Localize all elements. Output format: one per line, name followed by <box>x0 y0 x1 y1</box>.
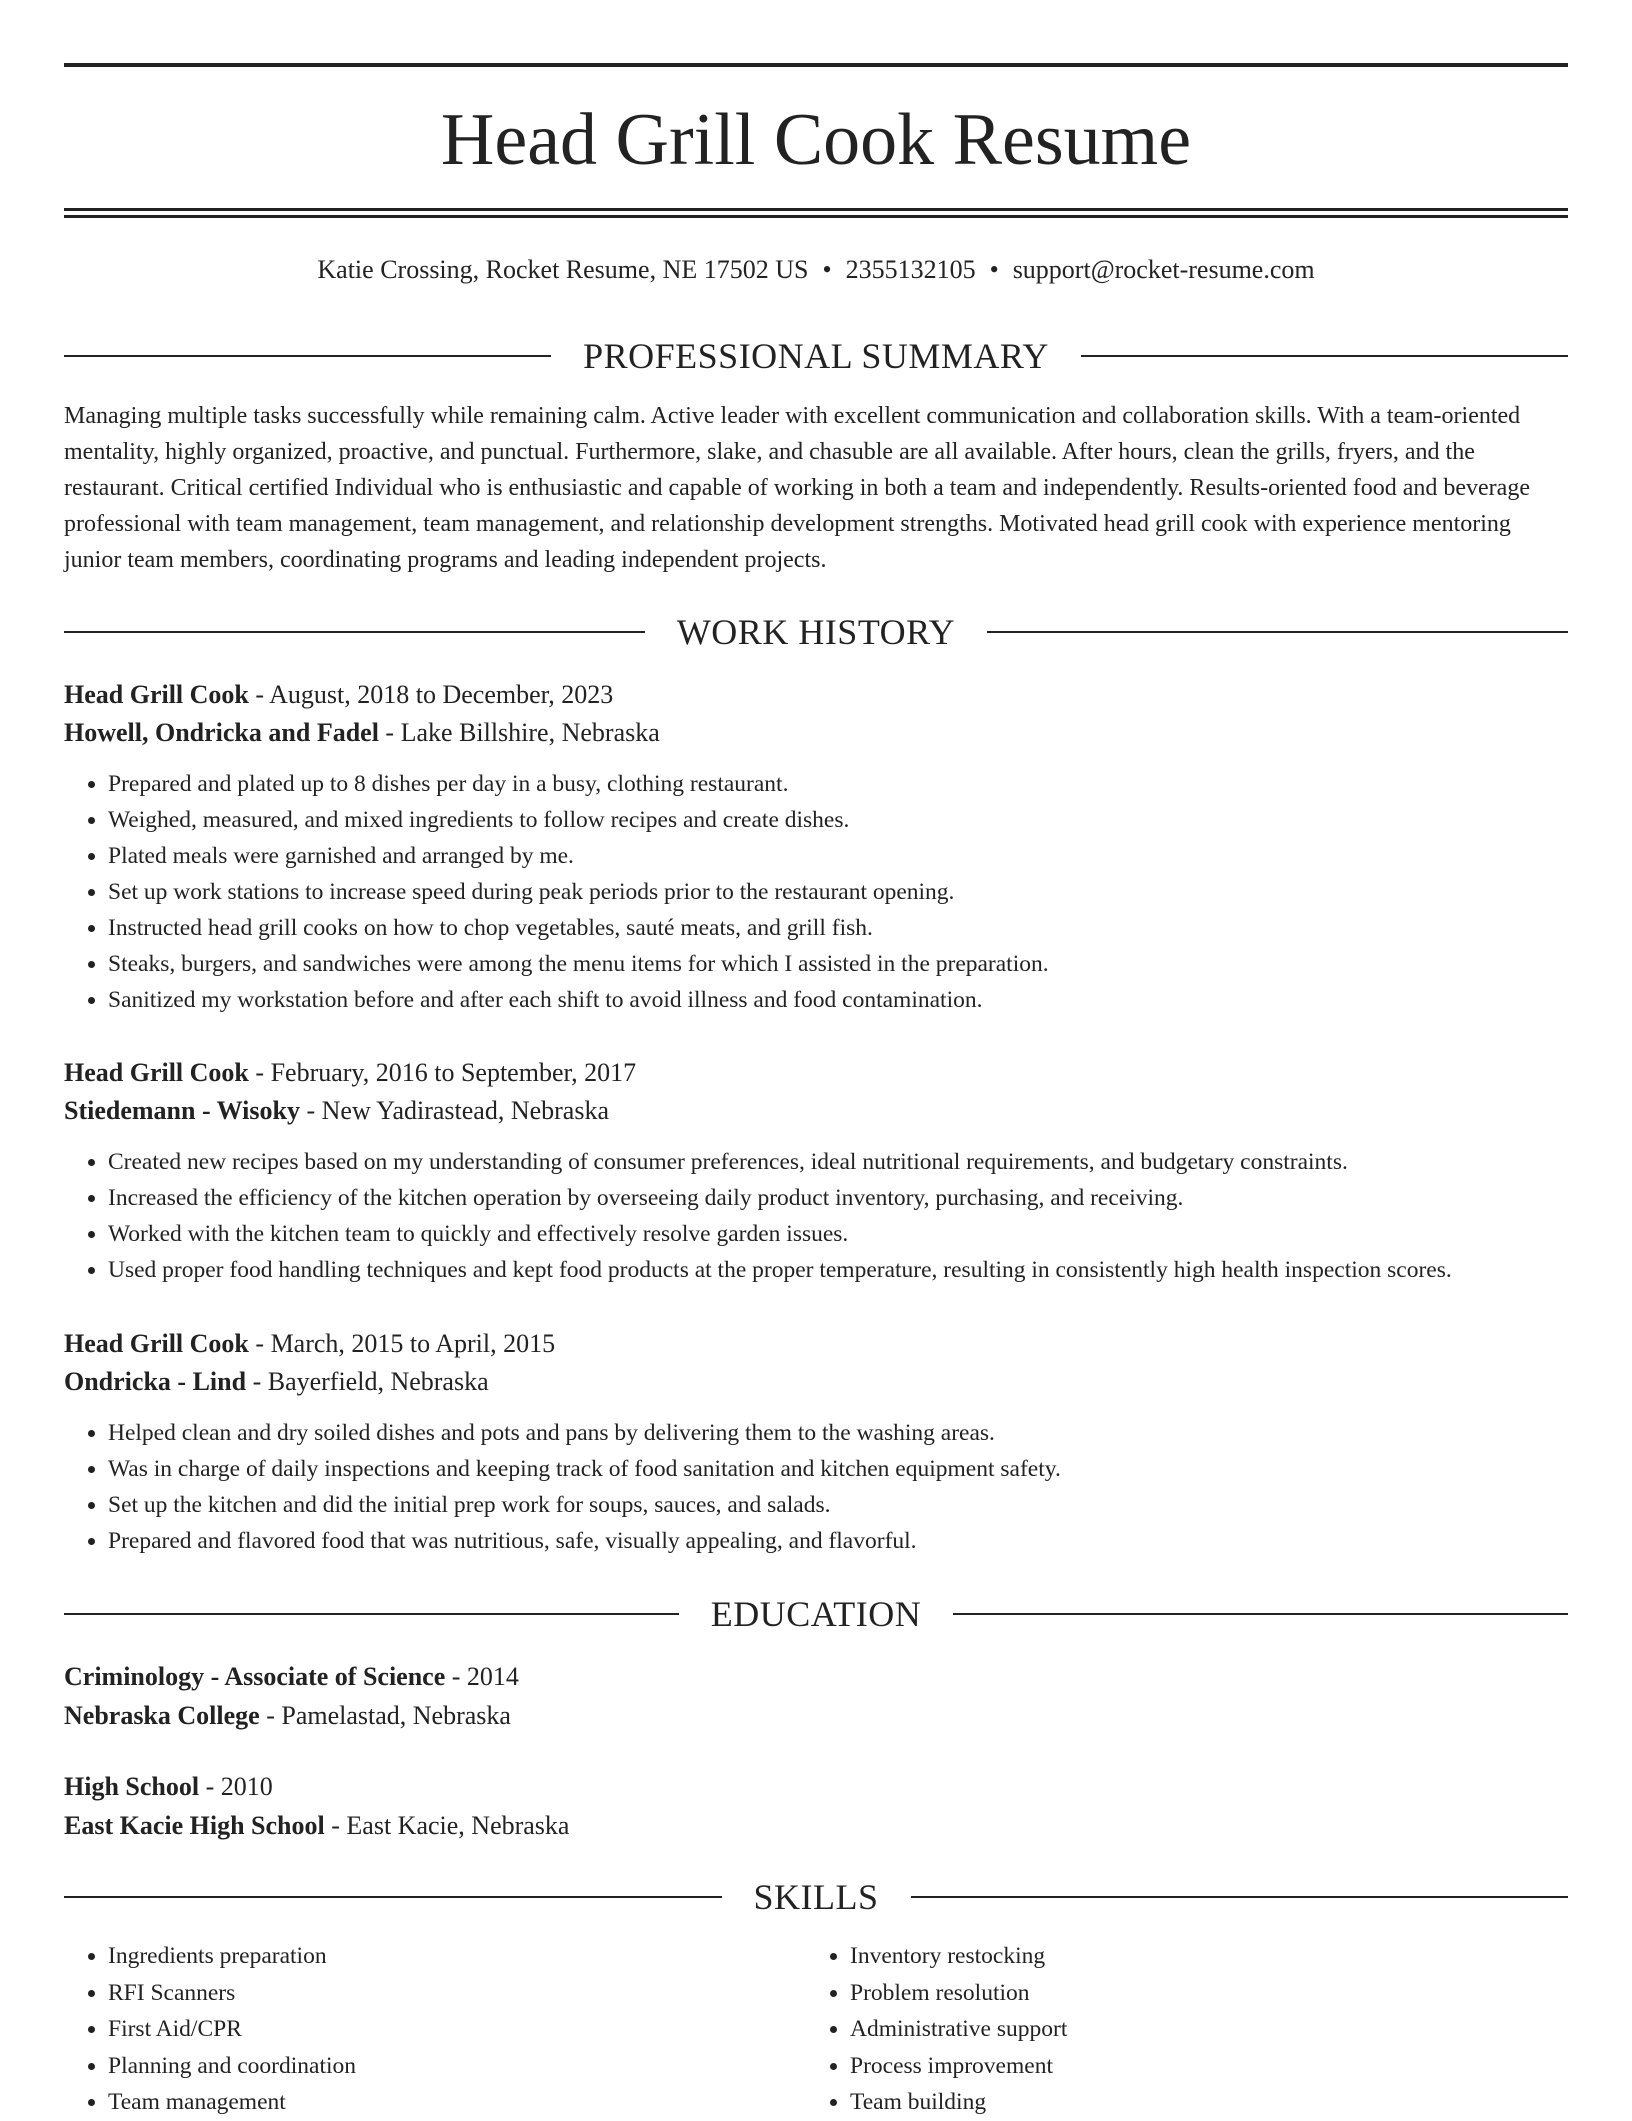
skills-column-left <box>64 1938 806 2121</box>
job-bullet: • Set up the kitchen and did the initial prep work for soups, sauces, and salads. <box>108 1487 1568 1523</box>
job-title: Head Grill Cook <box>64 1058 249 1087</box>
skills-column-right <box>806 1938 1548 2121</box>
job-bullet: • Helped clean and dry soiled dishes and pots and pans by delivering them to the washing areas. <box>108 1415 1568 1451</box>
skill-item: • Team building <box>850 2084 1548 2121</box>
section-rule <box>911 1896 1569 1898</box>
job-title-line <box>64 676 1568 714</box>
section-rule <box>64 1896 722 1898</box>
education-school: Nebraska College <box>64 1701 260 1730</box>
section-rule <box>64 1613 679 1615</box>
section-title: SKILLS <box>753 1877 879 1917</box>
job-location: - Lake Billshire, Nebraska <box>378 718 660 747</box>
education-school: East Kacie High School <box>64 1811 325 1840</box>
summary-text: Managing multiple tasks successfully while remaining calm. Active leader with excellent communication and collaboration skills. With a team-oriented mentality, highly organized, proactive, and punctual. Furthermore, slake, and chasuble are all available. After hours, clean the grills, fryers, and the restaurant. Critical certified Individual who is enthusiastic and capable of working in both a team and independently. Results-oriented food and beverage professional with team management, team management, and relationship development strengths. Motivated head grill cook with experience mentoring junior team members, coordinating programs and leading independent projects. <box>64 403 1530 573</box>
header-top-rule <box>64 63 1568 67</box>
job-company-line <box>64 714 1568 752</box>
skill-item: • Team management <box>108 2084 806 2121</box>
job-company: Stiedemann - Wisoky <box>64 1096 300 1125</box>
job-bullet: • Steaks, burgers, and sandwiches were among the menu items for which I assisted in the preparation. <box>108 946 1568 982</box>
job-dates: - February, 2016 to September, 2017 <box>248 1058 637 1087</box>
job-entry <box>64 1325 1568 1559</box>
education-school-line <box>64 1696 1568 1735</box>
resume-title: Head Grill Cook Resume <box>440 99 1192 181</box>
job-bullet: • Worked with the kitchen team to quickly and effectively resolve garden issues. <box>108 1216 1568 1252</box>
section-title: PROFESSIONAL SUMMARY <box>583 336 1049 376</box>
job-bullet: • Prepared and flavored food that was nutritious, safe, visually appealing, and flavorful. <box>108 1523 1568 1559</box>
job-company-line <box>64 1092 1568 1130</box>
skills-list <box>64 1938 1568 2121</box>
job-dates: - March, 2015 to April, 2015 <box>248 1329 556 1358</box>
job-title-line <box>64 1054 1568 1092</box>
education-year: - 2014 <box>445 1662 519 1691</box>
section-title: EDUCATION <box>710 1594 922 1634</box>
education-degree: Criminology - Associate of Science <box>64 1662 446 1691</box>
job-bullet: • Sanitized my workstation before and after each shift to avoid illness and food contamination. <box>108 982 1568 1018</box>
contact-line <box>64 252 1568 288</box>
education-location: - East Kacie, Nebraska <box>324 1811 570 1840</box>
job-dates: - August, 2018 to December, 2023 <box>248 680 614 709</box>
education-location: - Pamelastad, Nebraska <box>259 1701 511 1730</box>
education-school-line <box>64 1806 1568 1845</box>
section-heading-summary <box>64 334 1568 378</box>
contact-address: Katie Crossing, Rocket Resume, NE 17502 US <box>317 255 809 284</box>
job-bullet: • Prepared and plated up to 8 dishes per day in a busy, clothing restaurant. <box>108 766 1568 802</box>
job-bullet: • Instructed head grill cooks on how to chop vegetables, sauté meats, and grill fish. <box>108 910 1568 946</box>
job-bullet: • Plated meals were garnished and arranged by me. <box>108 838 1568 874</box>
section-rule <box>953 1613 1568 1615</box>
education-degree: High School <box>64 1772 200 1801</box>
section-rule <box>987 631 1568 633</box>
education-entry <box>64 1657 1568 1735</box>
section-rule <box>64 631 645 633</box>
section-heading-work <box>64 610 1568 654</box>
section-rule <box>64 355 551 357</box>
job-bullet: • Increased the efficiency of the kitchen operation by overseeing daily product inventory, purchasing, and receiving. <box>108 1180 1568 1216</box>
job-bullet: • Weighed, measured, and mixed ingredients to follow recipes and create dishes. <box>108 802 1568 838</box>
education-degree-line <box>64 1767 1568 1806</box>
skill-item: • Problem resolution <box>850 1975 1548 2012</box>
job-bullet: • Used proper food handling techniques and kept food products at the proper temperature, resulting in consistently high health inspection scores. <box>108 1252 1568 1288</box>
education-degree-line <box>64 1657 1568 1696</box>
header-double-rule <box>64 208 1568 218</box>
job-bullet: • Was in charge of daily inspections and keeping track of food sanitation and kitchen equipment safety. <box>108 1451 1568 1487</box>
contact-email: support@rocket-resume.com <box>1012 255 1315 284</box>
section-title: WORK HISTORY <box>676 612 956 652</box>
job-location: - New Yadirastead, Nebraska <box>299 1096 610 1125</box>
contact-separator: • <box>822 255 832 284</box>
skill-item: • Administrative support <box>850 2011 1548 2048</box>
education-entry <box>64 1767 1568 1845</box>
job-company: Howell, Ondricka and Fadel <box>64 718 379 747</box>
contact-separator: • <box>989 255 999 284</box>
job-title-line <box>64 1325 1568 1363</box>
job-title: Head Grill Cook <box>64 1329 249 1358</box>
skill-item: • First Aid/CPR <box>108 2011 806 2048</box>
skill-item: • Ingredients preparation <box>108 1938 806 1975</box>
section-rule <box>1081 355 1568 357</box>
skill-item: • RFI Scanners <box>108 1975 806 2012</box>
job-bullet: • Created new recipes based on my understanding of consumer preferences, ideal nutritional requirements, and budgetary constraints. <box>108 1144 1568 1180</box>
job-bullet: • Set up work stations to increase speed during peak periods prior to the restaurant opening. <box>108 874 1568 910</box>
job-bullets <box>64 766 1568 1018</box>
section-heading-education <box>64 1592 1568 1636</box>
job-company: Ondricka - Lind <box>64 1367 247 1396</box>
job-entry <box>64 1054 1568 1288</box>
education-year: - 2010 <box>199 1772 273 1801</box>
job-bullets <box>64 1415 1568 1559</box>
job-title: Head Grill Cook <box>64 680 249 709</box>
skill-item: • Inventory restocking <box>850 1938 1548 1975</box>
job-bullets <box>64 1144 1568 1288</box>
job-location: - Bayerfield, Nebraska <box>246 1367 489 1396</box>
skill-item: • Planning and coordination <box>108 2048 806 2085</box>
job-entry <box>64 676 1568 1018</box>
contact-phone: 2355132105 <box>845 255 976 284</box>
section-heading-skills <box>64 1875 1568 1919</box>
skill-item: • Process improvement <box>850 2048 1548 2085</box>
job-company-line <box>64 1363 1568 1401</box>
